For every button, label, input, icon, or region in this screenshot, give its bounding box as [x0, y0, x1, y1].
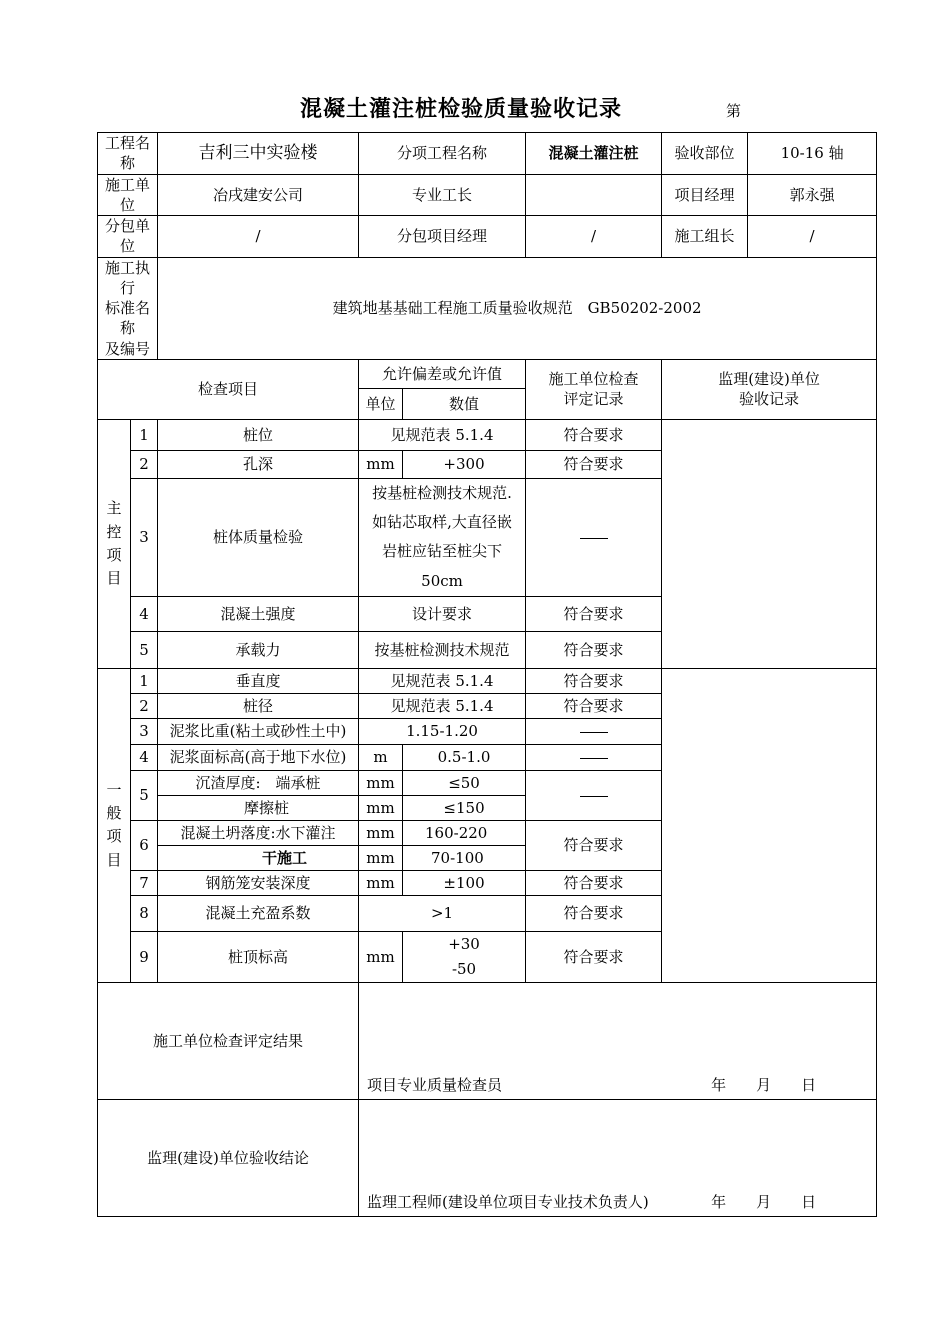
page-number-label: 第 — [726, 102, 742, 120]
item-number: 8 — [131, 895, 158, 931]
item-number: 3 — [131, 718, 158, 744]
acceptance-part-label: 验收部位 — [662, 133, 748, 175]
supervisor-conclusion-label: 监理(建设)单位验收结论 — [98, 1099, 359, 1216]
subcontractor: / — [158, 216, 359, 258]
item-name: 桩体质量检验 — [158, 478, 359, 596]
item-result-empty — [526, 478, 662, 596]
foreman-label: 专业工长 — [359, 174, 526, 216]
item-number: 5 — [131, 631, 158, 668]
item-number: 1 — [131, 419, 158, 450]
item-result-empty — [526, 718, 662, 744]
team-leader: / — [748, 216, 877, 258]
engineer-date: 年 月 日 — [711, 1192, 817, 1211]
item-number: 5 — [131, 770, 158, 820]
dash-mark — [580, 796, 608, 797]
item-result: 符合要求 — [526, 820, 662, 870]
item-name: 承载力 — [158, 631, 359, 668]
item-number: 2 — [131, 693, 158, 718]
project-name-label: 工程名称 — [98, 133, 158, 175]
general-supervisor-record — [662, 668, 877, 982]
subcontractor-label: 分包单位 — [98, 216, 158, 258]
item-name: 钢筋笼安装深度 — [158, 870, 359, 895]
item-result: 符合要求 — [526, 870, 662, 895]
contractor-result-label: 施工单位检查评定结果 — [98, 982, 359, 1099]
dash-mark — [580, 732, 608, 733]
item-name: 泥浆比重(粘土或砂性土中) — [158, 718, 359, 744]
acceptance-part: 10-16 轴 — [748, 133, 877, 175]
item-spec: 设计要求 — [359, 596, 526, 631]
dash-mark — [580, 758, 608, 759]
item-spec: 见规范表 5.1.4 — [359, 668, 526, 693]
item-unit: mm — [359, 795, 403, 820]
item-name: 孔深 — [158, 450, 359, 478]
supervisor-conclusion-area — [359, 1099, 877, 1216]
inspection-record-table — [97, 132, 877, 1217]
item-value: -50 — [403, 956, 526, 982]
sub-project-label: 分项工程名称 — [359, 133, 526, 175]
item-spec: 1.15-1.20 — [359, 718, 526, 744]
item-name: 沉渣厚度: 端承桩 — [158, 770, 359, 795]
item-result: 符合要求 — [526, 419, 662, 450]
item-result: 符合要求 — [526, 693, 662, 718]
item-spec: >1 — [359, 895, 526, 931]
general-group-label: 一 般 项 目 — [98, 668, 131, 982]
engineer-label: 监理工程师(建设单位项目专业技术负责人) — [367, 1192, 649, 1211]
item-number: 6 — [131, 820, 158, 870]
item-name: 桩径 — [158, 693, 359, 718]
item-unit: mm — [359, 931, 403, 982]
item-name: 垂直度 — [158, 668, 359, 693]
item-name: 泥浆面标高(高于地下水位) — [158, 744, 359, 770]
item-result: 符合要求 — [526, 450, 662, 478]
item-unit: mm — [359, 820, 403, 845]
item-unit: m — [359, 744, 403, 770]
item-result: 符合要求 — [526, 596, 662, 631]
sub-manager: / — [526, 216, 662, 258]
team-leader-label: 施工组长 — [662, 216, 748, 258]
item-value: ±100 — [403, 870, 526, 895]
project-name: 吉利三中实验楼 — [158, 133, 359, 175]
main-control-group-label: 主 控 项 目 — [98, 419, 131, 668]
item-unit: mm — [359, 845, 403, 870]
inspector-label: 项目专业质量检查员 — [367, 1075, 503, 1094]
item-result: 符合要求 — [526, 895, 662, 931]
item-number: 1 — [131, 668, 158, 693]
allowance-column-header: 允许偏差或允许值 — [359, 359, 526, 388]
inspector-date: 年 月 日 — [711, 1075, 817, 1094]
construction-unit: 冶戌建安公司 — [158, 174, 359, 216]
item-name: 桩顶标高 — [158, 931, 359, 982]
standard-name: 建筑地基基础工程施工质量验收规范 GB50202-2002 — [158, 257, 877, 359]
item-spec: 按基桩检测技术规范. 如钻芯取样,大直径嵌 岩桩应钻至桩尖下 50cm — [359, 478, 526, 596]
item-column-header: 检查项目 — [98, 359, 359, 419]
item-result: 符合要求 — [526, 631, 662, 668]
item-name-sub: 摩擦桩 — [158, 795, 359, 820]
item-spec: 见规范表 5.1.4 — [359, 419, 526, 450]
item-number: 7 — [131, 870, 158, 895]
item-name: 混凝土强度 — [158, 596, 359, 631]
item-number: 2 — [131, 450, 158, 478]
item-value: ≤50 — [403, 770, 526, 795]
item-spec: 见规范表 5.1.4 — [359, 693, 526, 718]
item-unit: mm — [359, 450, 403, 478]
item-spec: 按基桩检测技术规范 — [359, 631, 526, 668]
contractor-result-area — [359, 982, 877, 1099]
page-title: 混凝土灌注桩检验质量验收记录 — [300, 97, 623, 122]
sub-project-name: 混凝土灌注桩 — [526, 133, 662, 175]
item-number: 4 — [131, 744, 158, 770]
item-result-empty — [526, 744, 662, 770]
construction-unit-label: 施工单位 — [98, 174, 158, 216]
main-supervisor-record — [662, 419, 877, 668]
item-result: 符合要求 — [526, 931, 662, 982]
foreman-value — [526, 174, 662, 216]
item-value: +300 — [403, 450, 526, 478]
item-unit: mm — [359, 870, 403, 895]
item-name: 混凝土充盈系数 — [158, 895, 359, 931]
project-manager: 郭永强 — [748, 174, 877, 216]
item-value: 160-220 — [403, 820, 526, 845]
value-column-header: 数值 — [403, 388, 526, 419]
item-name: 桩位 — [158, 419, 359, 450]
item-number: 3 — [131, 478, 158, 596]
supervisor-record-header: 监理(建设)单位 验收记录 — [662, 359, 877, 419]
item-value: 0.5-1.0 — [403, 744, 526, 770]
standard-label: 施工执行 标准名称 及编号 — [98, 257, 158, 359]
unit-column-header: 单位 — [359, 388, 403, 419]
project-manager-label: 项目经理 — [662, 174, 748, 216]
item-result: 符合要求 — [526, 668, 662, 693]
sub-manager-label: 分包项目经理 — [359, 216, 526, 258]
item-name-sub: 干施工 — [158, 845, 359, 870]
item-result-empty — [526, 770, 662, 820]
item-name: 混凝土坍落度:水下灌注 — [158, 820, 359, 845]
item-value: +30 — [403, 931, 526, 956]
item-unit: mm — [359, 770, 403, 795]
dash-mark — [580, 538, 608, 539]
item-number: 9 — [131, 931, 158, 982]
item-value: ≤150 — [403, 795, 526, 820]
item-number: 4 — [131, 596, 158, 631]
contractor-record-header: 施工单位检查 评定记录 — [526, 359, 662, 419]
item-value: 70-100 — [403, 845, 526, 870]
